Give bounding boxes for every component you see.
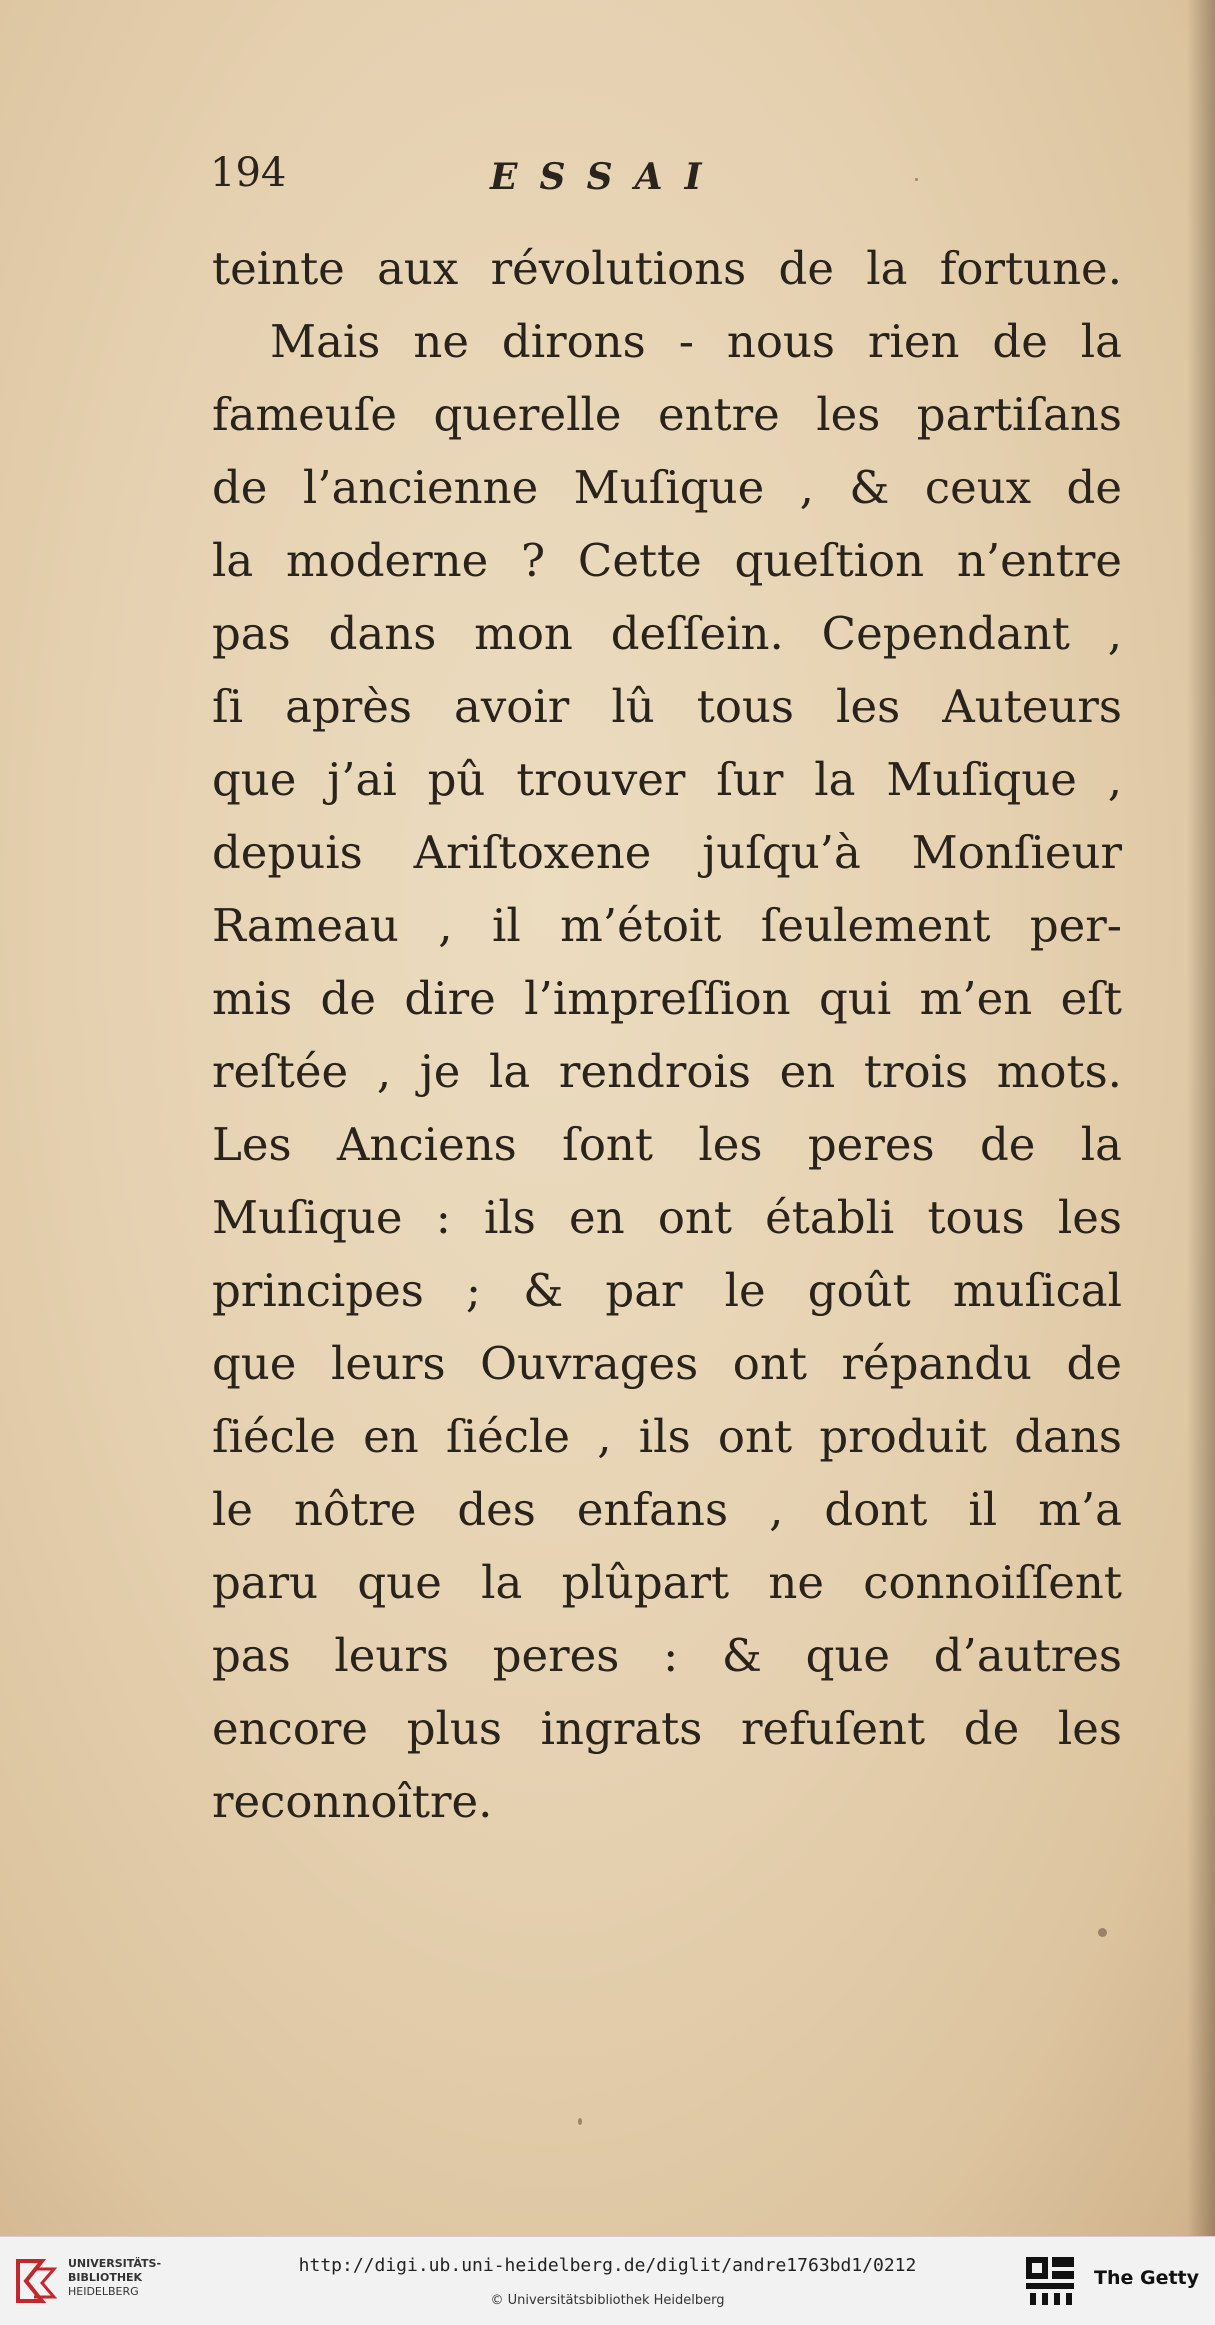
text-line: pas leurs peres : & que d’autres	[212, 1629, 1122, 1682]
text-line: Mais ne dirons - nous rien de la	[270, 315, 1122, 368]
text-line: que j’ai pû trouver ſur la Muſique ,	[212, 753, 1122, 806]
text-line: reconnoître.	[212, 1775, 493, 1828]
permalink-url[interactable]: http://digi.ub.uni-heidelberg.de/diglit/andre1763bd1/0212	[298, 2255, 917, 2276]
text-line: reſtée , je la rendrois en trois mots.	[212, 1045, 1122, 1098]
text-line: Muſique : ils en ont établi tous les	[212, 1191, 1122, 1244]
text-line: la moderne ? Cette queſtion n’entre	[212, 534, 1122, 587]
text-line: paru que la plûpart ne connoiſſent	[212, 1556, 1122, 1609]
sponsor-name: The Getty	[1094, 2267, 1200, 2289]
text-line: mis de dire l’impreſſion qui m’en eſt	[212, 972, 1122, 1025]
library-name-line: UNIVERSITÄTS-	[68, 2257, 162, 2270]
text-line: le nôtre des enfans , dont il m’a	[212, 1483, 1122, 1536]
library-name-line: HEIDELBERG	[68, 2285, 139, 2298]
text-line: de l’ancienne Muſique , & ceux de	[212, 461, 1122, 514]
text-line: Rameau , il m’étoit ſeulement per-	[212, 899, 1122, 952]
paper-speck	[578, 2118, 582, 2125]
text-line: fameuſe querelle entre les partiſans	[212, 388, 1122, 441]
paper-speck	[1098, 1928, 1107, 1937]
text-line: ſi après avoir lû tous les Auteurs	[212, 680, 1122, 733]
viewer-footer	[0, 2236, 1215, 2325]
text-line: que leurs Ouvrages ont répandu de	[212, 1337, 1122, 1390]
text-line: Les Anciens ſont les peres de la	[212, 1118, 1122, 1171]
text-line: encore plus ingrats refuſent de les	[212, 1702, 1122, 1755]
text-line: principes ; & par le goût muſical	[212, 1264, 1122, 1317]
text-line: depuis Ariſtoxene juſqu’à Monſieur	[212, 826, 1122, 879]
getty-logo-icon	[1022, 2253, 1078, 2309]
text-line: teinte aux révolutions de la fortune.	[212, 242, 1122, 295]
body-text	[212, 232, 1122, 1838]
copyright-notice: © Universitätsbibliothek Heidelberg	[490, 2293, 725, 2308]
text-line: pas dans mon deſſein. Cependant ,	[212, 607, 1122, 660]
library-name-line: BIBLIOTHEK	[68, 2271, 143, 2284]
running-head	[210, 150, 1110, 220]
paper-speck	[915, 178, 918, 181]
page-number: 194	[210, 150, 287, 196]
text-line: ſiécle en ſiécle , ils ont produit dans	[212, 1410, 1122, 1463]
running-title: ESSAI	[490, 156, 724, 198]
